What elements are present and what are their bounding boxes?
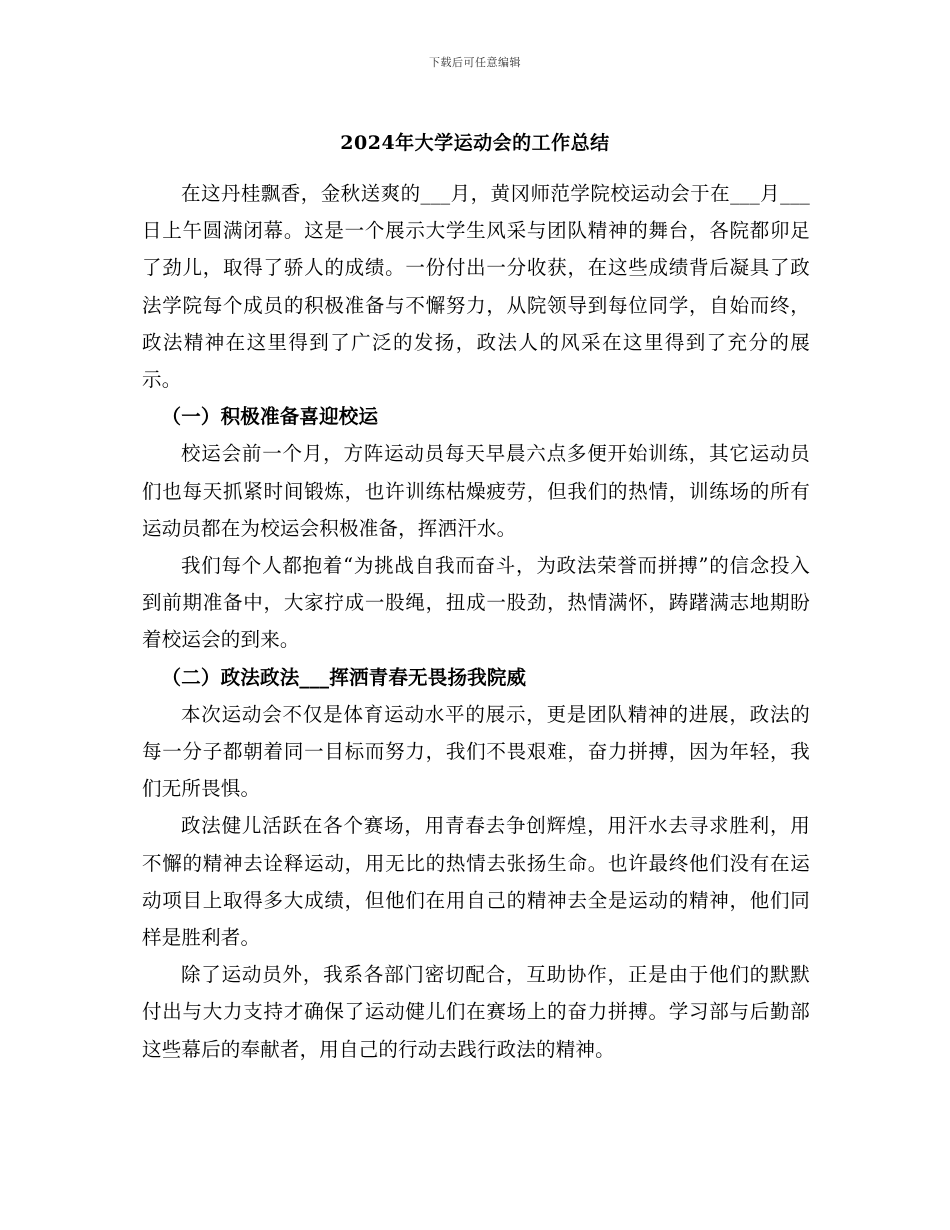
section-heading-1: （一）积极准备喜迎校运: [161, 405, 379, 429]
paragraph: 本次运动会不仅是体育运动水平的展示，更是团队精神的进展，政法的每一分子都朝着同一目标而努力，我们不畏艰难，奋力拼搏，因为年轻，我们无所畏惧。: [142, 702, 810, 801]
paragraph: 除了运动员外，我系各部门密切配合，互助协作，正是由于他们的默默付出与大力支持才确保了运动健儿们在赛场上的奋力拼搏。学习部与后勤部这些幕后的奉献者，用自己的行动去践行政法的精神。: [142, 963, 810, 1061]
document-title: 2024年大学运动会的工作总结: [340, 132, 610, 154]
document-body: [142, 175, 810, 1068]
section-heading-2: （二）政法政法___挥洒青春无畏扬我院威: [161, 665, 527, 689]
paragraph: 校运会前一个月，方阵运动员每天早晨六点多便开始训练，其它运动员们也每天抓紧时间锻炼，也许训练枯燥疲劳，但我们的热情，训练场的所有运动员都在为校运会积极准备，挥洒汗水。: [142, 442, 810, 540]
page-header: 下载后可任意编辑: [429, 56, 521, 69]
paragraph-intro: 在这丹桂飘香，金秋送爽的___月，黄冈师范学院校运动会于在___月___日上午圆满闭幕。这是一个展示大学生风采与团队精神的舞台，各院都卯足了劲儿，取得了骄人的成绩。一份付出一分收获，在这些成绩背后凝具了政法学院每个成员的积极准备与不懈努力，从院领导到每位同学，自始而终，政法精神在这里得到了广泛的发扬，政法人的风采在这里得到了充分的展示。: [142, 182, 810, 392]
paragraph: 我们每个人都抱着“为挑战自我而奋斗，为政法荣誉而拼搏”的信念投入到前期准备中，大家拧成一股绳，扭成一股劲，热情满怀，踌躇满志地期盼着校运会的到来。: [142, 554, 810, 652]
paragraph: 政法健儿活跃在各个赛场，用青春去争创辉煌，用汗水去寻求胜利，用不懈的精神去诠释运动，用无比的热情去张扬生命。也许最终他们没有在运动项目上取得多大成绩，但他们在用自己的精神去全是运动的精神，他们同样是胜利者。: [142, 814, 810, 950]
